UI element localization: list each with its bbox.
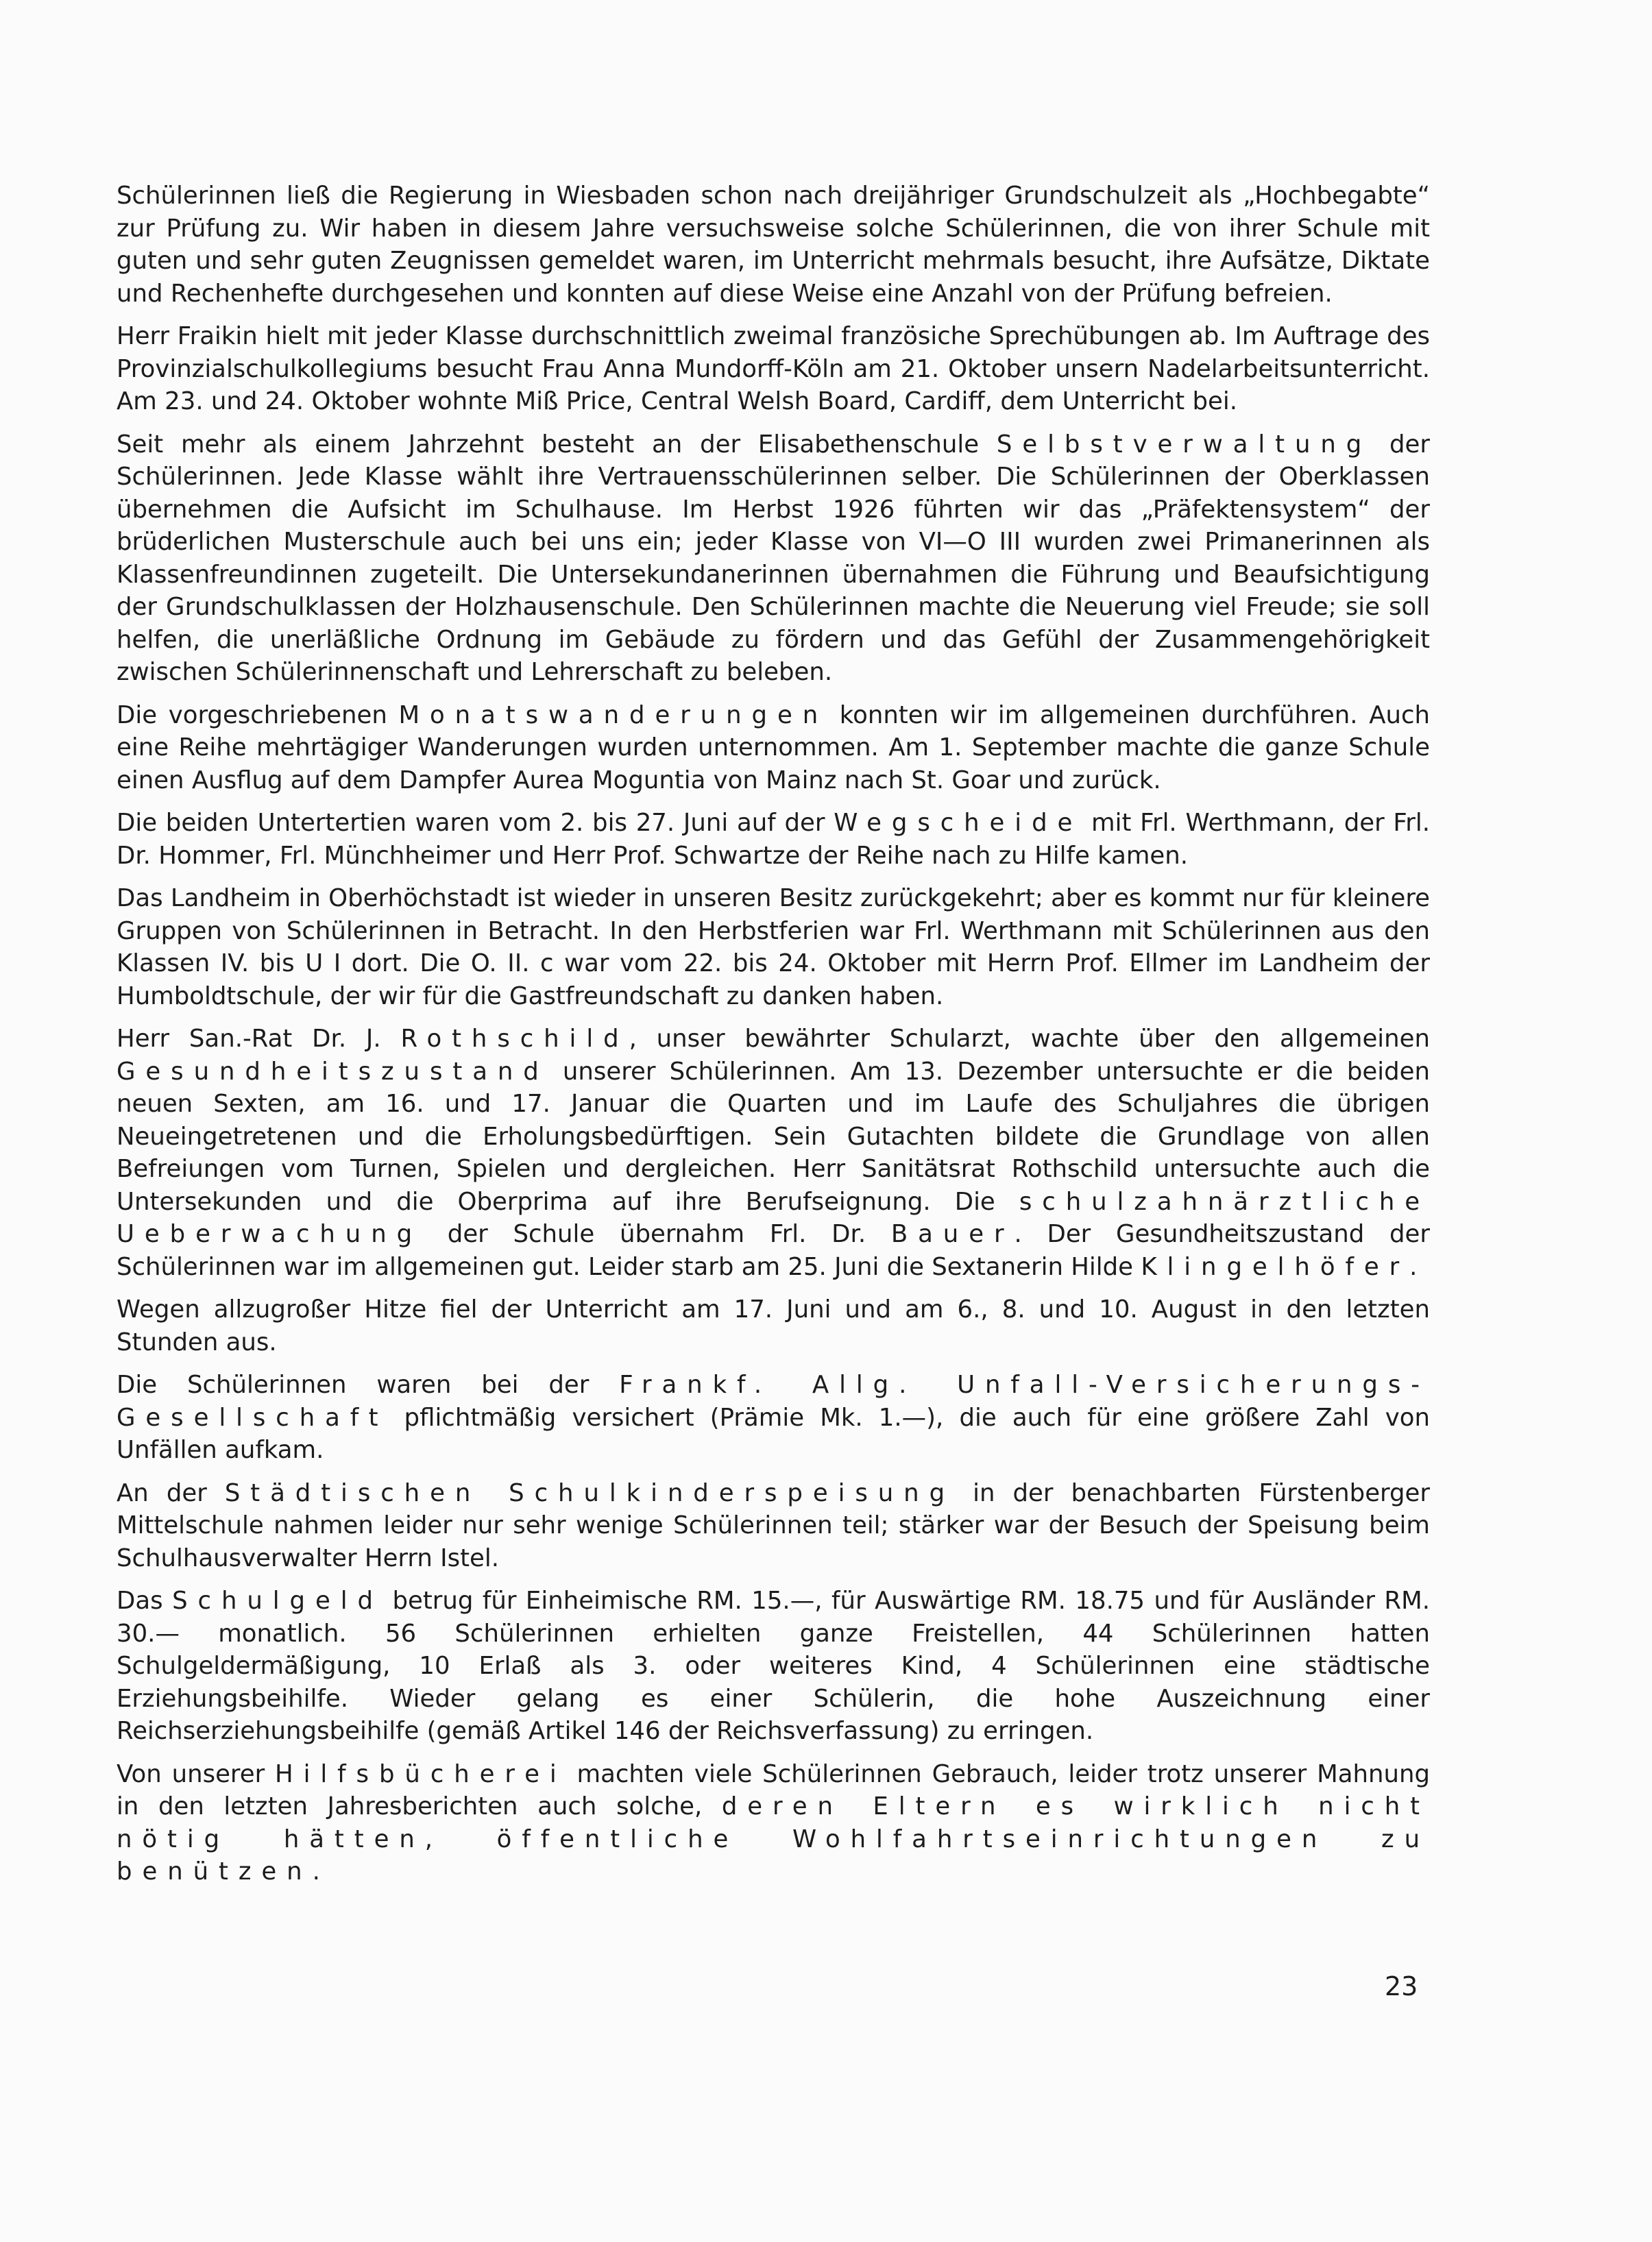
paragraph-text: Die vorgeschriebenen — [117, 700, 399, 729]
paragraph — [117, 699, 1430, 797]
emphasized-text: Wegscheide — [834, 809, 1083, 837]
paragraph — [117, 1293, 1430, 1358]
paragraph — [117, 180, 1430, 310]
paragraph-text: Herr Fraikin hielt mit jeder Klasse durchschnittlich zweimal französiche Sprechübungen ab. Im Auftrage des Provinzialschulkollegiums besucht Frau Anna Mundorff-Köln am 21. Oktober unsern Nadelarbeitsunterricht. Am 23. und 24. Oktober wohnte Miß Price, Central Welsh Board, Cardiff, dem Unterricht bei. — [117, 322, 1430, 415]
paragraph — [117, 1585, 1430, 1748]
paragraph-text: Von unserer — [117, 1759, 275, 1788]
paragraph-text: machten viele Schülerinnen Gebrauch, leider trotz unserer Mahnung in den letzten Jahresberichten auch solche, — [117, 1759, 1430, 1820]
emphasized-text: Bauer — [890, 1220, 1015, 1248]
emphasized-text: deren Eltern es wirklich nicht nötig hätten, öffentliche Wohlfahrtseinrichtungen zu benützen — [117, 1792, 1431, 1886]
paragraph-text: . — [1409, 1252, 1418, 1281]
paragraph-text: mit Frl. Werthmann, der Frl. Dr. Hommer, Frl. Münchheimer und Herr Prof. Schwartze der Reihe nach zu Hilfe kamen. — [117, 809, 1430, 870]
paragraph — [117, 807, 1430, 872]
emphasized-text: Gesundheitszustand — [117, 1057, 549, 1086]
paragraph-text: Die beiden Untertertien waren vom 2. bis 27. Juni auf der — [117, 809, 834, 837]
page-number: 23 — [1385, 1971, 1418, 2001]
paragraph-text: pflichtmäßig versichert (Prämie Mk. 1.—), die auch für eine größere Zahl von Unfällen aufkam. — [117, 1403, 1430, 1464]
paragraph — [117, 428, 1430, 689]
paragraph-text: Herr San.-Rat Dr. J. — [117, 1025, 401, 1053]
emphasized-text: Klingelhöfer — [1141, 1252, 1410, 1281]
emphasized-text: Monatswanderungen — [398, 700, 829, 729]
paragraph-text: Wegen allzugroßer Hitze fiel der Unterricht am 17. Juni und am 6., 8. und 10. August in den letzten Stunden aus. — [117, 1295, 1430, 1356]
emphasized-text: Rothschild — [400, 1025, 629, 1053]
paragraph-text: Die Schülerinnen waren bei der — [117, 1371, 620, 1399]
paragraph-text: Schülerinnen ließ die Regierung in Wiesbaden schon nach dreijähriger Grundschulzeit als „Hochbegabte“ zur Prüfung zu. Wir haben in diesem Jahre versuchsweise solche Schülerinnen, die von ihrer Schule mit guten und sehr guten Zeugnissen gemeldet waren, im Unterricht mehrmals besucht, ihre Aufsätze, Diktate und Rechenhefte durchgesehen und konnten auf diese Weise eine Anzahl von der Prüfung befreien. — [117, 182, 1430, 308]
paragraph-text: unserer Schülerinnen. Am 13. Dezember untersuchte er die beiden neuen Sexten, am 16. und 17. Januar die Quarten und im Laufe des Schuljahres die übrigen Neueingetretenen und die Erholungsbedürftigen. Sein Gutachten bildete die Grundlage von allen Befreiungen vom Turnen, Spielen und dergleichen. Herr Sanitätsrat Rothschild untersuchte auch die Untersekunden und die Oberprima auf ihre Berufseignung. Die — [117, 1057, 1430, 1216]
paragraph — [117, 1477, 1430, 1575]
paragraph — [117, 882, 1430, 1012]
paragraph — [117, 1023, 1430, 1283]
paragraph-text: betrug für Einheimische RM. 15.—, für Auswärtige RM. 18.75 und für Ausländer RM. 30.— monatlich. 56 Schülerinnen erhielten ganze Freistellen, 44 Schülerinnen hatten Schulgeldermäßigung, 10 Erlaß als 3. oder weiteres Kind, 4 Schülerinnen eine städtische Erziehungsbeihilfe. Wieder gelang es einer Schülerin, die hohe Auszeichnung einer Reichserziehungsbeihilfe (gemäß Artikel 146 der Reichsverfassung) zu erringen. — [117, 1587, 1431, 1745]
emphasized-text: schulzahnärztliche Ueberwachung — [117, 1187, 1430, 1248]
emphasized-text: Schulgeld — [172, 1587, 383, 1615]
paragraph — [117, 1758, 1430, 1888]
paragraph — [117, 1369, 1430, 1467]
paragraph-text: , unser bewährter Schularzt, wachte über den allgemeinen — [629, 1025, 1430, 1053]
paragraph-text: der Schülerinnen. Jede Klasse wählt ihre Vertrauensschülerinnen selber. Die Schülerinnen der Oberklassen übernehmen die Aufsicht im Schulhause. Im Herbst 1926 führten wir das „Präfektensystem“ der brüderlichen Musterschule auch bei uns ein; jeder Klasse von VI—O III wurden zwei Primanerinnen als Klassenfreundinnen zugeteilt. Die Untersekundanerinnen übernahmen die Führung und Beaufsichtigung der Grundschulklassen der Holzhausenschule. Den Schülerinnen machte die Neuerung viel Freude; sie soll helfen, die unerläßliche Ordnung im Gebäude zu fördern und das Gefühl der Zusammengehörigkeit zwischen Schülerinnenschaft und Lehrerschaft zu beleben. — [117, 430, 1430, 686]
emphasized-text: Selbstverwaltung — [996, 430, 1372, 459]
paragraph-text: . Der Gesundheitszustand der Schülerinnen war im allgemeinen gut. Leider starb am 25. Juni die Sextanerin Hilde — [117, 1220, 1430, 1281]
paragraph-text: Seit mehr als einem Jahrzehnt besteht an der Elisabethenschule — [117, 430, 997, 459]
paragraph-text: der Schule übernahm Frl. Dr. — [422, 1220, 891, 1248]
emphasized-text: Hilfsbücherei — [275, 1759, 567, 1788]
paragraph-text: Das Landheim in Oberhöchstadt ist wieder in unseren Besitz zurückgekehrt; aber es kommt nur für kleinere Gruppen von Schülerinnen in Betracht. In den Herbstferien war Frl. Werthmann mit Schülerinnen aus den Klassen IV. bis U I dort. Die O. II. c war vom 22. bis 24. Oktober mit Herrn Prof. Ellmer im Landheim der Humboldtschule, der wir für die Gastfreundschaft zu danken haben. — [117, 884, 1430, 1010]
paragraph-text: An der — [117, 1478, 225, 1507]
paragraph-text: in der benachbarten Fürstenberger Mittelschule nahmen leider nur sehr wenige Schülerinnen teil; stärker war der Besuch der Speisung beim Schulhausverwalter Herrn Istel. — [117, 1478, 1430, 1572]
body-text — [117, 180, 1430, 1899]
paragraph-text: Das — [117, 1587, 173, 1615]
emphasized-text: Städtischen Schulkinderspeisung — [224, 1478, 956, 1507]
paragraph-text: konnten wir im allgemeinen durchführen. Auch eine Reihe mehrtägiger Wanderungen wurden unternommen. Am 1. September machte die ganze Schule einen Ausflug auf dem Dampfer Aurea Moguntia von Mainz nach St. Goar und zurück. — [117, 700, 1430, 794]
paragraph — [117, 320, 1430, 418]
emphasized-text: Frankf. Allg. Unfall-Versicherungs-Gesellschaft — [117, 1371, 1430, 1432]
paragraph-text: . — [312, 1857, 320, 1886]
